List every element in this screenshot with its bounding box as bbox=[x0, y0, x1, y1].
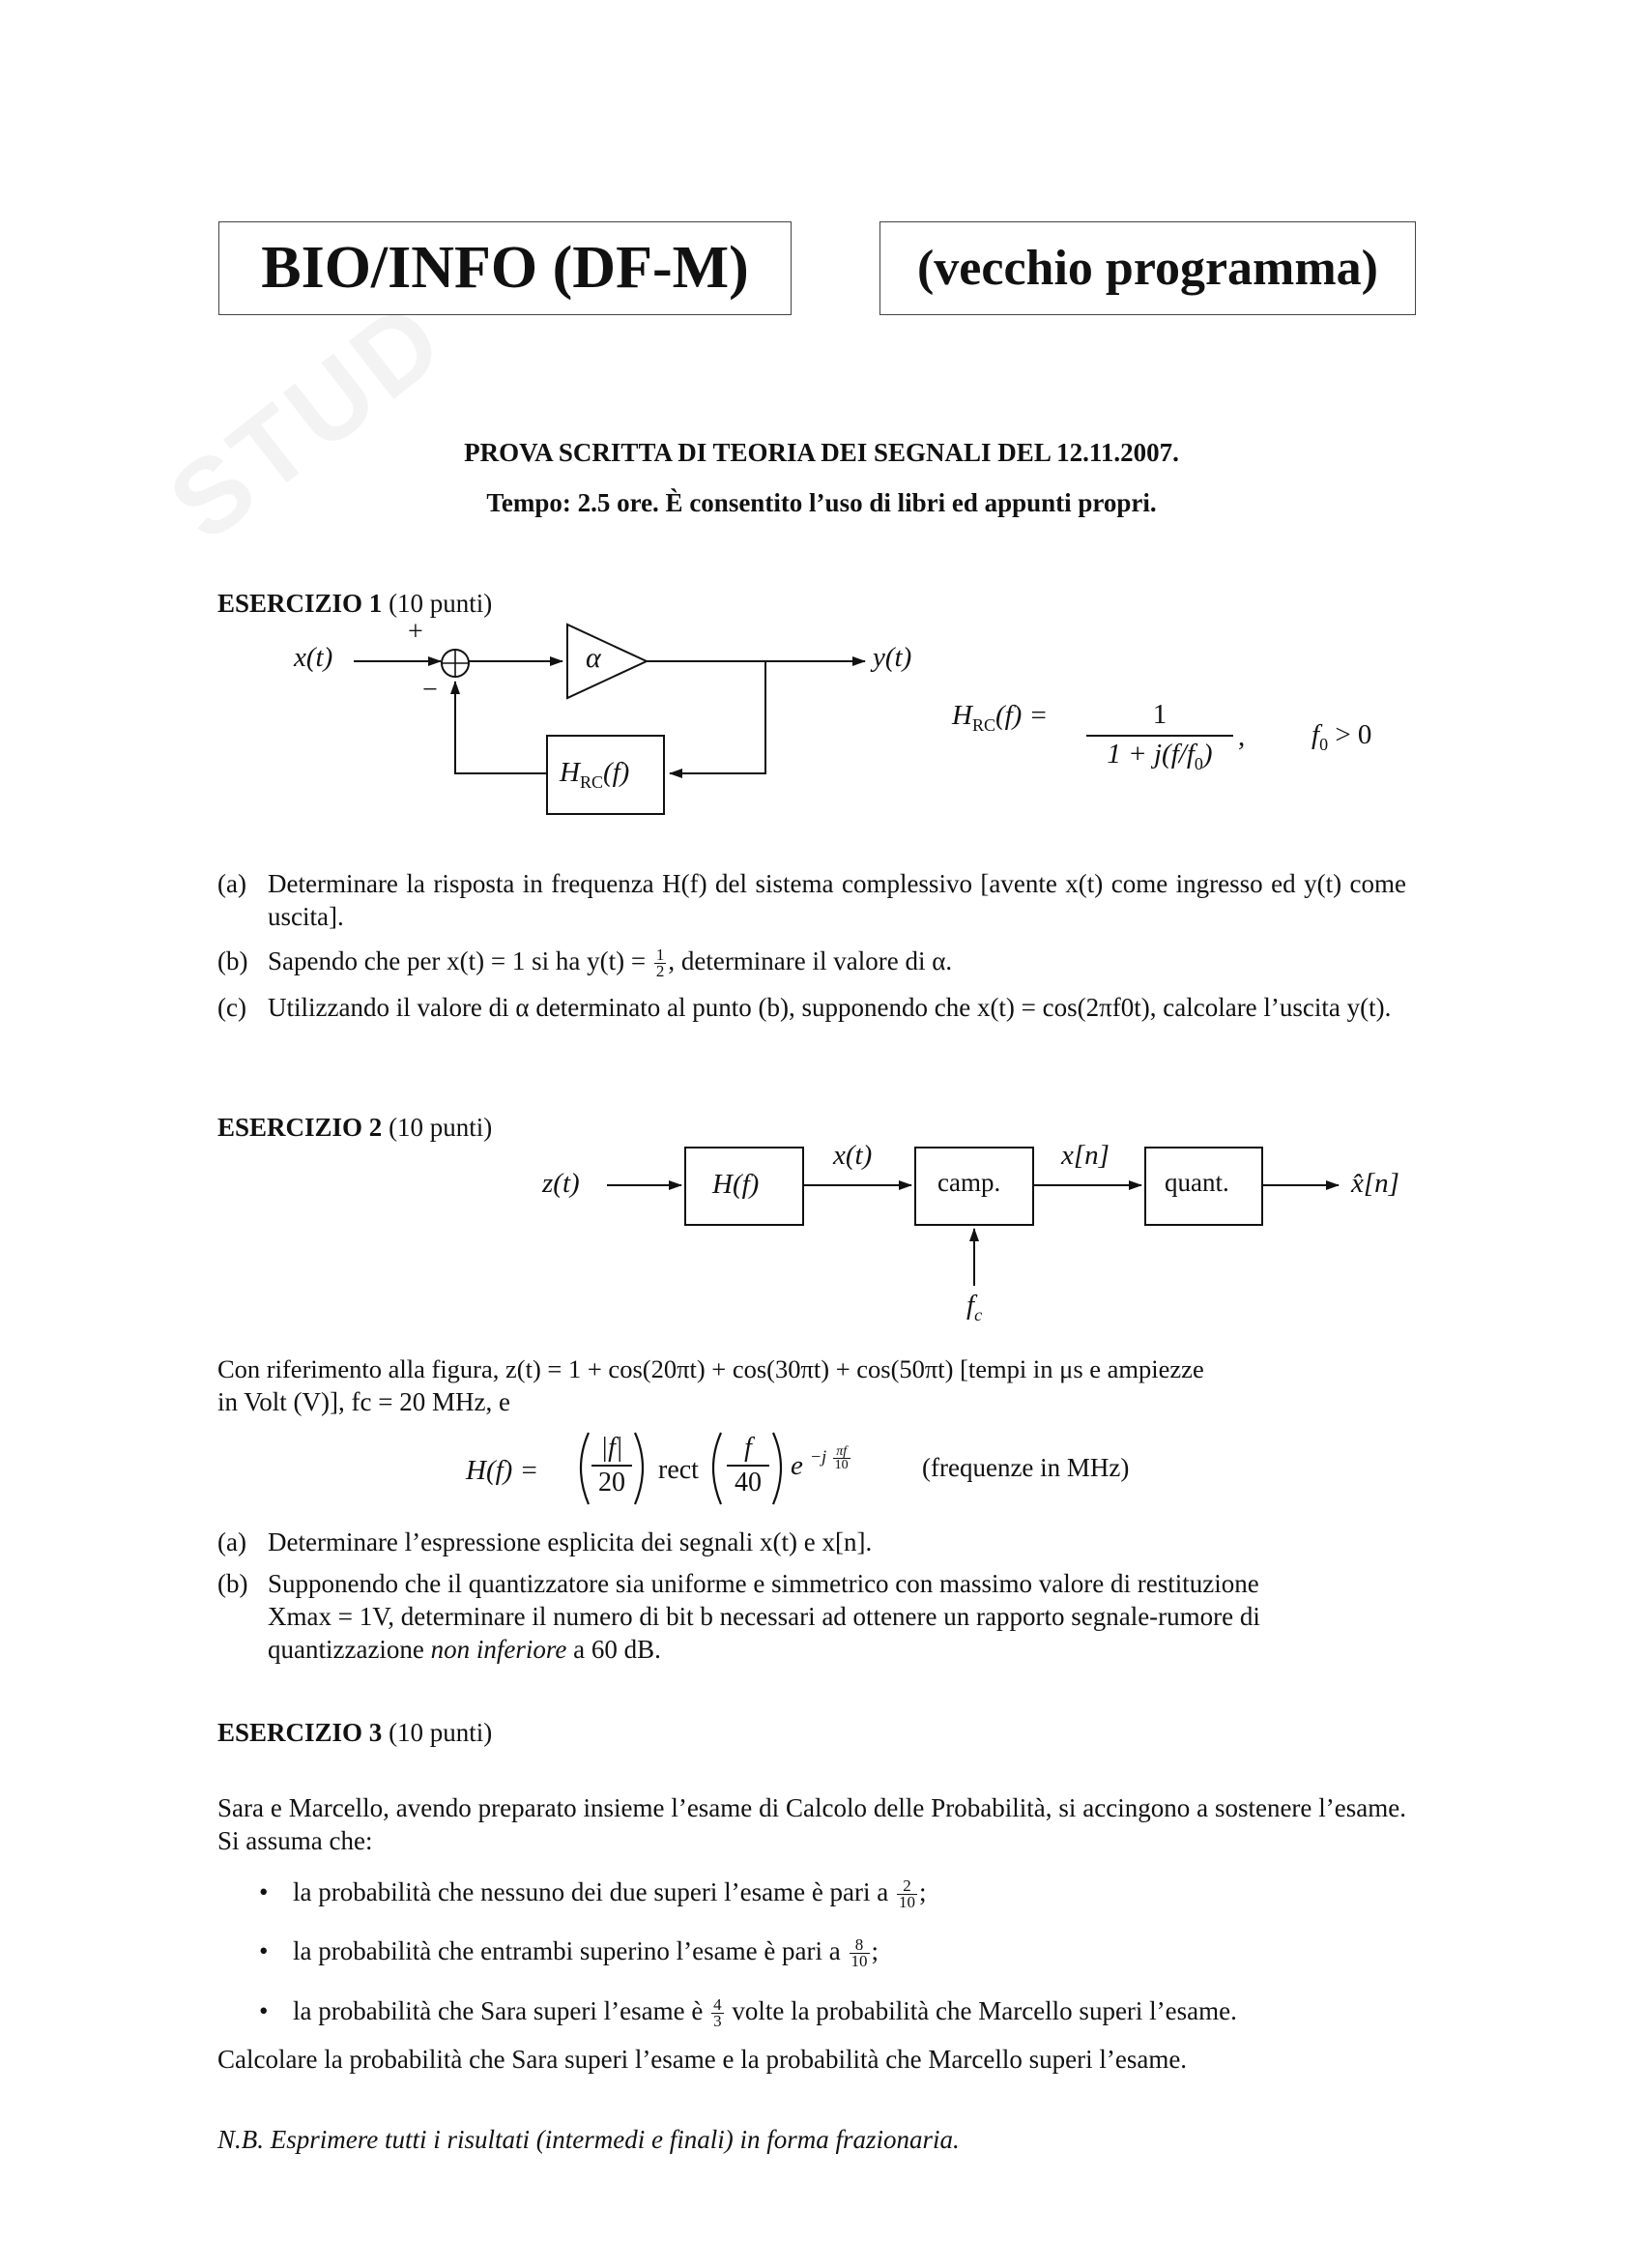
ex1-minus-sign: − bbox=[422, 675, 438, 705]
ex2-xn-label: x[n] bbox=[1061, 1140, 1110, 1171]
bullet-dot: • bbox=[259, 1936, 269, 1965]
ex1-item-c-label: (c) bbox=[217, 993, 246, 1022]
ex2-abs-den: 20 bbox=[591, 1465, 632, 1499]
ex1-gain-label: α bbox=[586, 642, 601, 674]
exercise-1-points: (10 punti) bbox=[389, 589, 493, 618]
ex2-item-b bbox=[217, 1567, 1406, 1668]
ex2-item-b-label: (b) bbox=[217, 1569, 248, 1598]
ex3-bullet-1-text bbox=[293, 1875, 927, 1910]
ex2-item-b-line2: Xmax = 1V, determinare il numero di bit b necessari ad ottenere un rapporto segnale-rumore di bbox=[268, 1602, 1260, 1631]
bullet-dot: • bbox=[259, 1996, 269, 2025]
ex3-intro: Sara e Marcello, avendo preparato insieme l’esame di Calcolo delle Probabilità, si accingono a sostenere l’esame. Si assuma che: bbox=[217, 1793, 1406, 1855]
ex1-item-c-text: Utilizzando il valore di α determinato al punto (b), supponendo che x(t) = cos(2πf0t), calcolare l’uscita y(t). bbox=[268, 993, 1392, 1022]
exercise-2-label: ESERCIZIO 2 bbox=[217, 1113, 383, 1142]
bullet-fraction bbox=[850, 1937, 870, 1969]
bullet-post: volte la probabilità che Marcello superi l’esame. bbox=[732, 1996, 1237, 2025]
frac-den: 2 bbox=[655, 962, 665, 981]
hrc-cond-end: > 0 bbox=[1328, 719, 1372, 750]
ex2-h-label: H(f) bbox=[712, 1169, 760, 1200]
exercise-1-label: ESERCIZIO 1 bbox=[217, 589, 383, 618]
ex2-item-b-emphasis: non inferiore bbox=[430, 1635, 567, 1664]
hrc-lhs-sub: RC bbox=[971, 714, 995, 735]
ex2-camp-label: camp. bbox=[937, 1168, 1001, 1197]
ex3-note: N.B. Esprimere tutti i risultati (intermedi e finali) in forma frazionaria. bbox=[217, 2125, 960, 2154]
ex2-intro-line1: Con riferimento alla figura, z(t) = 1 + cos(20πt) + cos(30πt) + cos(50πt) [tempi in μs e ampiezze bbox=[217, 1354, 1204, 1383]
ex2-output-label: x̂[n] bbox=[1351, 1168, 1399, 1199]
hrc-den-end: ) bbox=[1202, 739, 1213, 770]
ex2-exp-base: e bbox=[791, 1450, 803, 1481]
ex2-item-b-line3 bbox=[268, 1633, 1406, 1666]
ex2-rect-den: 40 bbox=[727, 1465, 769, 1499]
frac-num: 8 bbox=[850, 1937, 870, 1954]
frac-num: 2 bbox=[897, 1878, 917, 1895]
ex2-z-label: z(t) bbox=[542, 1168, 580, 1199]
program-title: (vecchio programma) bbox=[916, 241, 1378, 296]
ex2-item-b-line3-pre: quantizzazione bbox=[268, 1635, 431, 1664]
watermark: STUD bbox=[148, 276, 468, 564]
ex1-item-a-label: (a) bbox=[217, 869, 246, 898]
ex2-x-label: x(t) bbox=[833, 1140, 873, 1171]
ex1-output-label: y(t) bbox=[873, 642, 912, 673]
bullet-post: ; bbox=[871, 1936, 879, 1965]
frac-den: 10 bbox=[834, 1458, 849, 1472]
hrc-comma: , bbox=[1238, 721, 1246, 752]
ex1-input-label: x(t) bbox=[294, 642, 333, 673]
ex1-item-b-pre: Sapendo che per x(t) = 1 si ha y(t) = bbox=[268, 946, 652, 975]
ex2-formula-note: (frequenze in MHz) bbox=[922, 1453, 1130, 1482]
bullet-dot: • bbox=[259, 1877, 269, 1906]
ex1-hrc-sub: RC bbox=[579, 771, 603, 792]
ex2-abs-num: |f| bbox=[600, 1433, 623, 1463]
frac-den: 3 bbox=[713, 2012, 722, 2031]
exercise-3-label: ESERCIZIO 3 bbox=[217, 1718, 383, 1747]
ex2-item-a-label: (a) bbox=[217, 1527, 246, 1556]
ex1-item-b-label: (b) bbox=[217, 946, 248, 975]
hrc-cond-f: f bbox=[1312, 719, 1320, 750]
ex3-bullet-2-text bbox=[293, 1934, 879, 1969]
bullet-text: la probabilità che Sara superi l’esame è bbox=[293, 1996, 704, 2025]
hrc-lhs: H bbox=[952, 700, 972, 731]
ex3-question: Calcolare la probabilità che Sara superi l’esame e la probabilità che Marcello superi l’esame. bbox=[217, 2045, 1188, 2074]
hrc-lhs-arg: (f) = bbox=[994, 700, 1049, 731]
ex1-hrc-arg: (f) bbox=[602, 757, 630, 788]
ex2-intro-line2: in Volt (V)], fc = 20 MHz, e bbox=[217, 1387, 510, 1416]
ex2-item-a-text: Determinare l’espressione esplicita dei segnali x(t) e x[n]. bbox=[268, 1527, 873, 1556]
ex2-rect-word: rect bbox=[658, 1455, 699, 1485]
ex1-hrc-symbol: H bbox=[560, 757, 580, 788]
ex2-abs-fraction bbox=[591, 1432, 632, 1499]
exercise-3-points: (10 punti) bbox=[389, 1718, 493, 1747]
frac-den: 10 bbox=[899, 1893, 916, 1912]
exercise-3-heading bbox=[217, 1718, 492, 1748]
ex2-formula-lhs: H(f) = bbox=[466, 1455, 539, 1486]
bullet-fraction bbox=[711, 1997, 724, 2029]
ex2-quant-label: quant. bbox=[1165, 1168, 1229, 1197]
exam-title: PROVA SCRITTA DI TEORIA DEI SEGNALI DEL 12.11.2007. bbox=[464, 438, 1179, 467]
exam-time-note: Tempo: 2.5 ore. È consentito l’uso di libri ed appunti propri. bbox=[486, 488, 1157, 517]
ex2-exp-pre: −j bbox=[810, 1446, 827, 1467]
ex2-exponential bbox=[791, 1450, 803, 1482]
ex2-rect-num: f bbox=[744, 1433, 752, 1463]
hrc-den-sub: 0 bbox=[1194, 753, 1203, 773]
ex1-item-b-post: , determinare il valore di α. bbox=[668, 946, 953, 975]
ex2-item-b-line1: Supponendo che il quantizzatore sia uniforme e simmetrico con massimo valore di restituzione bbox=[268, 1569, 1259, 1598]
course-title: BIO/INFO (DF-M) bbox=[261, 235, 749, 301]
frac-den: 10 bbox=[850, 1952, 868, 1971]
ex1-plus-sign: + bbox=[408, 617, 423, 647]
bullet-fraction bbox=[897, 1878, 917, 1910]
hrc-den-main: 1 + j(f/f bbox=[1107, 739, 1195, 770]
ex2-fc-f: f bbox=[966, 1290, 975, 1321]
frac-num: 1 bbox=[655, 945, 665, 965]
ex2-item-a bbox=[217, 1526, 1406, 1560]
ex2-item-b-text bbox=[268, 1567, 1406, 1666]
ex2-fc-sub: c bbox=[974, 1304, 983, 1324]
frac-num: πf bbox=[833, 1445, 850, 1459]
bullet-text: la probabilità che nessuno dei due superi l’esame è pari a bbox=[293, 1877, 889, 1906]
hrc-cond-sub: 0 bbox=[1319, 734, 1329, 754]
bullet-text: la probabilità che entrambi superino l’esame è pari a bbox=[293, 1936, 841, 1965]
ex2-exp-frac bbox=[833, 1445, 850, 1471]
frac-num: 4 bbox=[713, 1995, 722, 2015]
ex3-bullet-3-text bbox=[293, 1994, 1237, 2029]
exercise-2-points: (10 punti) bbox=[389, 1113, 493, 1142]
ex1-item-a-text: Determinare la risposta in frequenza H(f) del sistema complessivo [avente x(t) come ingresso ed y(t) come uscita]. bbox=[268, 869, 1406, 931]
hrc-numerator: 1 bbox=[1152, 699, 1167, 730]
ex2-exponent bbox=[810, 1445, 852, 1471]
ex2-item-b-line3-post: a 60 dB. bbox=[566, 1635, 661, 1664]
ex2-rect-fraction bbox=[727, 1432, 769, 1499]
bullet-post: ; bbox=[919, 1877, 927, 1906]
